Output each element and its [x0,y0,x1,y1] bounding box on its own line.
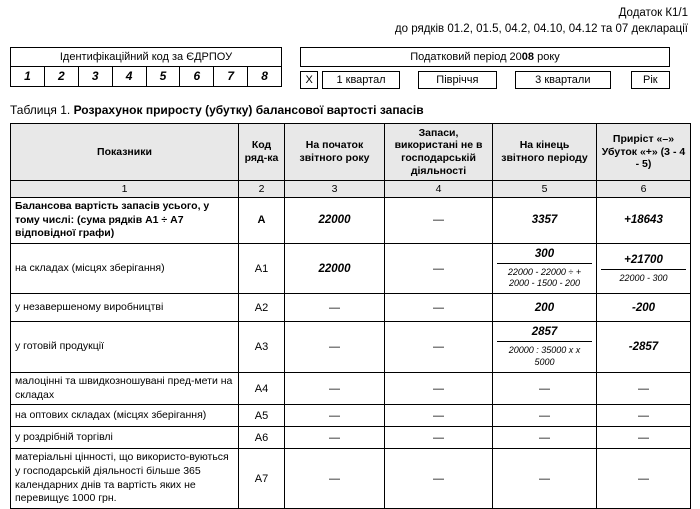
table-caption-prefix: Таблиця 1. [10,103,74,118]
table-caption-title: Розрахунок приросту (убутку) балансової вартості запасів [73,103,424,118]
cell-end-of-period[interactable]: — [493,405,597,427]
cell-start-of-year[interactable]: 22000 [285,243,385,294]
cell-end-of-period[interactable] [493,322,597,373]
row-code-a4: А4 [239,372,285,404]
column-number: 5 [493,181,597,198]
table-row [11,427,691,449]
appendix-title: Додаток К1/1 [618,7,688,19]
appendix-subtitle: до рядків 01.2, 01.5, 04.2, 04.10, 04.12 та 07 декларації [394,22,688,35]
identification-period-row [0,47,700,89]
column-number: 1 [11,181,239,198]
row-label-warehouses: на складах (місцях зберігання) [11,243,239,294]
cell-start-of-year[interactable]: — [285,405,385,427]
id-digit[interactable]: 5 [147,67,181,86]
document-header [0,0,700,37]
period-option-3quarters[interactable]: 3 квартали [515,71,611,89]
balance-value-table [10,123,691,509]
period-option-year[interactable]: Рік [631,71,670,89]
row-label-wip: у незавершеному виробництві [11,294,239,322]
cell-non-business-use[interactable]: — [385,372,493,404]
cell-increase-decrease-stack [601,252,686,286]
tax-period-block [300,47,670,89]
row-code-a3: А3 [239,322,285,373]
table-row [11,294,691,322]
cell-start-of-year[interactable]: — [285,322,385,373]
cell-increase-decrease[interactable]: -200 [597,294,691,322]
cell-start-of-year[interactable]: — [285,294,385,322]
cell-start-of-year[interactable]: — [285,427,385,449]
cell-non-business-use[interactable]: — [385,322,493,373]
id-digit[interactable]: 4 [113,67,147,86]
table-row [11,372,691,404]
column-header-end-of-period: На кінець звітного періоду [493,124,597,181]
cell-non-business-use[interactable]: — [385,294,493,322]
cell-start-of-year[interactable]: — [285,372,385,404]
cell-end-of-period[interactable] [493,243,597,294]
id-digit[interactable]: 7 [214,67,248,86]
cell-end-of-period[interactable]: 200 [493,294,597,322]
column-header-row-code: Код ряд-ка [239,124,285,181]
cell-increase-decrease-formula: 22000 - 300 [619,272,668,283]
cell-non-business-use[interactable]: — [385,449,493,509]
cell-increase-decrease[interactable]: — [597,449,691,509]
row-label-retail: у роздрібній торгівлі [11,427,239,449]
cell-increase-decrease[interactable]: +18643 [597,198,691,244]
cell-non-business-use[interactable]: — [385,405,493,427]
id-digit[interactable]: 8 [261,69,268,84]
row-code-a7: А7 [239,449,285,509]
cell-start-of-year[interactable]: — [285,449,385,509]
column-number: 6 [597,181,691,198]
cell-start-of-year[interactable]: 22000 [285,198,385,244]
row-code-a6: А6 [239,427,285,449]
cell-increase-decrease-value: +21700 [601,252,686,270]
table-row [11,243,691,294]
cell-increase-decrease[interactable] [597,243,691,294]
row-label-low-value-items: малоцінні та швидкозношувані пред-мети на складах [11,372,239,404]
cell-end-of-period[interactable]: — [493,372,597,404]
cell-non-business-use[interactable]: — [385,198,493,244]
table-row [11,449,691,509]
column-number: 4 [385,181,493,198]
cell-increase-decrease[interactable]: — [597,427,691,449]
table-column-number-row [11,181,691,198]
table-row [11,322,691,373]
column-header-start-of-year: На початок звітного року [285,124,385,181]
cell-increase-decrease[interactable]: — [597,405,691,427]
period-option-halfyear[interactable]: Півріччя [418,71,497,89]
tax-period-label [300,47,670,67]
cell-end-of-period-value: 300 [497,246,592,264]
row-label-total: Балансова вартість запасів усього, у тому числі: (сума рядків А1 ÷ А7 відповідної графи) [11,198,239,244]
cell-end-of-period-value: 2857 [497,324,592,342]
tax-period-year: 08 [521,51,535,64]
cell-end-of-period-formula: 22000 - 22000 ÷ + 2000 - 1500 - 200 [507,266,582,289]
cell-non-business-use[interactable]: — [385,243,493,294]
id-digit[interactable]: 2 [45,67,79,86]
column-header-non-business-use: Запаси, використані не в господарській діяльності [385,124,493,181]
id-digit[interactable]: 1 [11,67,45,86]
cell-end-of-period[interactable]: 3357 [493,198,597,244]
table-header-row [11,124,691,181]
id-digit[interactable]: 3 [79,67,113,86]
row-code-a: А [239,198,285,244]
cell-increase-decrease[interactable]: — [597,372,691,404]
cell-non-business-use[interactable]: — [385,427,493,449]
column-number: 2 [239,181,285,198]
cell-end-of-period-formula: 20000 : 35000 х х 5000 [508,345,581,367]
identification-label: Ідентифікаційний код за ЄДРПОУ [59,51,233,64]
tax-period-suffix: року [534,51,560,64]
cell-end-of-period[interactable]: — [493,449,597,509]
table-row [11,405,691,427]
cell-end-of-period-stack [497,246,592,292]
row-code-a1: А1 [239,243,285,294]
id-digit[interactable]: 6 [180,67,214,86]
identification-code-cells [11,66,281,86]
column-header-increase-decrease: Приріст «–» Убуток «+» (3 - 4 - 5) [597,124,691,181]
column-header-indicators: Показники [11,124,239,181]
row-code-a5: А5 [239,405,285,427]
identification-block [10,47,282,87]
period-checkbox-q1[interactable]: X [300,71,318,89]
tax-period-prefix: Податковий період 20 [410,51,522,64]
row-code-a2: А2 [239,294,285,322]
column-number: 3 [285,181,385,198]
cell-end-of-period-stack [497,324,592,370]
table-caption [0,89,700,123]
cell-increase-decrease[interactable]: -2857 [597,322,691,373]
row-label-long-term-materials: матеріальні цінності, що використо-вуються у господарській діяльності більше 365 календарних днів та вартість яких не перевищує 1000 грн. [11,449,239,509]
table-row [11,198,691,244]
row-label-finished-goods: у готовій продукції [11,322,239,373]
row-label-wholesale: на оптових складах (місцях зберігання) [11,405,239,427]
cell-end-of-period[interactable]: — [493,427,597,449]
period-option-q1[interactable]: 1 квартал [322,71,399,89]
tax-period-options [300,71,670,89]
